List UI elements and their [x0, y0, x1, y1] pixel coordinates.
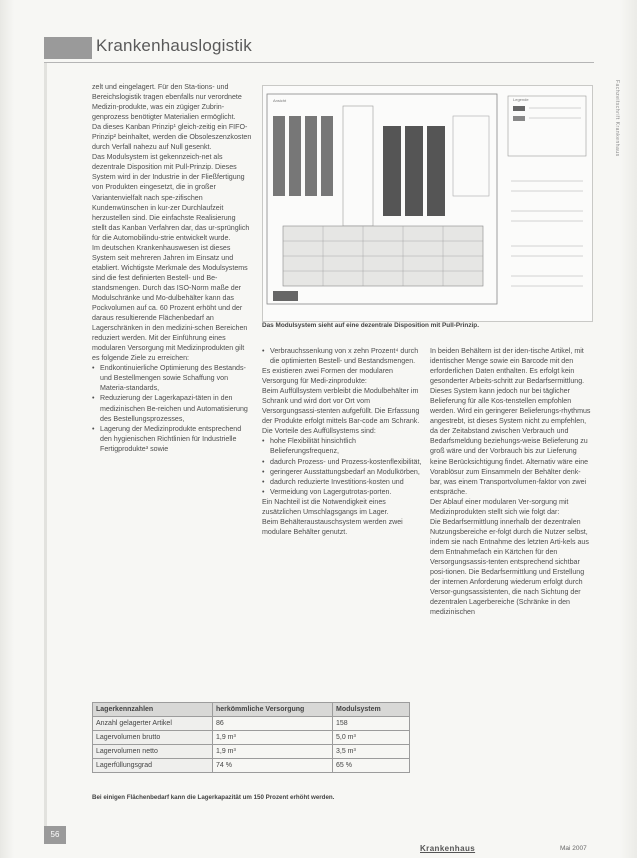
paragraph: Da dieses Kanban Prinzip¹ gleich-zeitig ein FIFO-Prinzip² beinhaltet, werden die Obsoleszenzkosten durch Verfall nahezu auf Null gesenkt. — [92, 123, 252, 152]
side-running-text: Fachzeitschrift Krankenhaus — [614, 80, 620, 157]
table-row — [93, 731, 410, 745]
bullet-list — [92, 363, 252, 453]
bullet-item: • Lagerung der Medizinprodukte entsprechend den hygienischen Richtlinien für Industrielle Fertigprodukte³ sowie — [92, 424, 252, 454]
modular-system-figure — [262, 85, 593, 322]
page-number: 56 — [44, 826, 66, 844]
table-row — [93, 717, 410, 731]
floorplan-diagram — [263, 86, 592, 321]
bullet-item: • hohe Flexibilität hinsichtlich Belieferungsfrequenz, — [262, 436, 422, 456]
text-column-2 — [262, 346, 422, 537]
left-margin-rail — [44, 62, 47, 842]
header-rule — [44, 62, 594, 63]
header-accent-bar — [44, 37, 92, 59]
table-row — [93, 745, 410, 759]
bullet-item: • Vermeidung von Lagergutrotas-porten. — [262, 487, 422, 497]
paragraph: Der Ablauf einer modularen Ver-sorgung mit Medizinprodukten stellt sich wie folgt dar: — [430, 497, 569, 516]
table-cell: Lagerfüllungsgrad — [93, 759, 213, 773]
table-caption: Bei einigen Flächenbedarf kann die Lagerkapazität um 150 Prozent erhöht werden. — [92, 794, 335, 801]
table-cell: 86 — [213, 717, 333, 731]
table-cell: 65 % — [333, 759, 410, 773]
paragraph: Das Modulsystem ist gekennzeich-net als dezentrale Disposition mit Pull-Prinzip. Dieses System wird in der Industrie in der Fließfertigung von Produkten eingesetzt, die in großer Variantenvielfalt nach spe-zifischen Kundenwünschen in kur-zer Durchlaufzeit herzustellen sind. Die einfachste Realisierung stellt das Kanban Verfahren dar, das ur-sprünglich für die Automobilindu-strie entwickelt wurde. — [92, 153, 250, 242]
table-cell: Lagervolumen netto — [93, 745, 213, 759]
figure-label: Ansicht — [273, 98, 287, 103]
bullet-item: • Endkontinuierliche Optimierung des Bestands- und Bestellmengen sowie Schaffung von Materia-standards, — [92, 363, 252, 393]
bullet-list — [262, 346, 422, 366]
paragraph: Beim Auffüllsystem verbleibt die Modulbehälter im Schrank und wird dort vor Ort vom Versorgungsassi-stenten aufgefüllt. Die Erfassung der Produkte erfolgt mittels Bar-code am Schrank. Die Vorteile des Auffüllsystems sind: — [262, 387, 420, 436]
table-header-cell: Modulsystem — [333, 703, 410, 717]
table-cell: 5,0 m³ — [333, 731, 410, 745]
bullet-item: • geringerer Ausstattungsbedarf an Modulkörben, — [262, 467, 422, 477]
table-cell: 3,5 m³ — [333, 745, 410, 759]
table-header-cell: herkömmliche Versorgung — [213, 703, 333, 717]
table-cell: 74 % — [213, 759, 333, 773]
table-cell: 1,9 m³ — [213, 745, 333, 759]
table-cell: Lagervolumen brutto — [93, 731, 213, 745]
paragraph: Beim Behälteraustauschsystem werden zwei modulare Behälter genutzt. — [262, 517, 403, 536]
footer-brand: Krankenhaus — [420, 844, 476, 853]
paragraph: Ein Nachteil ist die Notwendigkeit eines zusätzlichen Umschlagsgangs im Lager. — [262, 497, 389, 516]
bullet-item: • dadurch Prozess- und Prozess-kostenflexibilität, — [262, 457, 422, 467]
paragraph: Die Bedarfsermittlung innerhalb der dezentralen Nutzungsbereiche er-folgt durch die Nutzer selbst, indem sie nach Entnahme des letzten Arti-kels aus dem Entnahmefach ein Kärtchen für den Versorgungsassis-tenten entsprechend sichtbar posi-tionen. Die Bedarfsermittlung und Erstellung der internen Anforderung wiederum erfolgt durch Versor-gungsassistenten, die nach Sichtung der dezentralen Lagerbereiche (Schränke in den medizinischen — [430, 517, 589, 617]
paragraph: Es existieren zwei Formen der modularen Versorgung für Medi-zinprodukte: — [262, 367, 393, 386]
bullet-item: • dadurch reduzierte Investitions-kosten und — [262, 477, 422, 487]
paragraph: In beiden Behältern ist der iden-tische Artikel, mit identischer Menge sowie ein Barcode mit den erforderlichen Daten enthalten. Es erfolgt kein gesonderter Arbeits-schritt zur Bedarfsermittlung. Dieses System kann jedoch nur bei täglicher Belieferung für alle Kos-tenstellen empfohlen werden. Wird ein geringerer Belieferungs-rhythmus angestrebt, ist dieses System nicht zu empfehlen, da der Zeitabstand zwischen Verbrauch und Bedarfsmeldung beziehungs-weise Belieferung zu groß wäre und der Vorbrauch bis zur Lieferung keine Berücksichtigung findet. Alternativ wäre eine Vorablösur zum Einsammeln der Behälter denk-bar, was einem Transportvolumen-faktor von zwei entspräche. — [430, 347, 591, 496]
page-title: Krankenhauslogistik — [96, 36, 252, 55]
bullet-item: • Verbrauchssenkung von x zehn Prozent⁴ durch die optimierten Bestell- und Bestandsmengen. — [262, 346, 422, 366]
bullet-list — [262, 436, 422, 496]
figure-caption: Das Modulsystem sieht auf eine dezentrale Disposition mit Pull-Prinzip. — [262, 322, 479, 329]
table-cell: 158 — [333, 717, 410, 731]
text-column-1 — [92, 82, 252, 454]
table-header-cell: Lagerkennzahlen — [93, 703, 213, 717]
table-header-row — [93, 703, 410, 717]
footer-date: Mai 2007 — [560, 845, 587, 852]
paragraph: zelt und eingelagert. Für den Sta-tions- und Bereichslogistik tragen ebenfalls nur verordnete Medizin-produkte, was ein zügiger Zubrin-genprozess benötigter Materialien ermöglicht. — [92, 83, 242, 122]
table-row — [93, 759, 410, 773]
storage-metrics-table — [92, 702, 410, 773]
paragraph: Im deutschen Krankenhauswesen ist dieses System seit mehreren Jahren im Einsatz und etabliert. Wichtigste Merkmale des Modulsystems sind die fest definierten Bestell- und Be-standsmengen. Durch das ISO-Norm maße der Modulschränke und Mo-dulbehälter kann das Pockvolumen auf ca. 60 Prozent erhöht und der daraus resultierende Flächenbedarf an Lagerschränken in den medizini-schen Bereichen reduziert werden. Mit der Einführung eines modularen Versorgung mit Medizinprodukten gilt es folgende Ziele zu erreichen: — [92, 243, 248, 363]
text-column-3 — [430, 346, 592, 617]
table-cell: 1,9 m³ — [213, 731, 333, 745]
table-cell: Anzahl gelagerter Artikel — [93, 717, 213, 731]
figure-label: Legende — [513, 97, 529, 102]
bullet-item: • Reduzierung der Lagerkapazi-täten in den medizinischen Be-reichen und Automatisierung des Bestellungsprozesses, — [92, 393, 252, 423]
